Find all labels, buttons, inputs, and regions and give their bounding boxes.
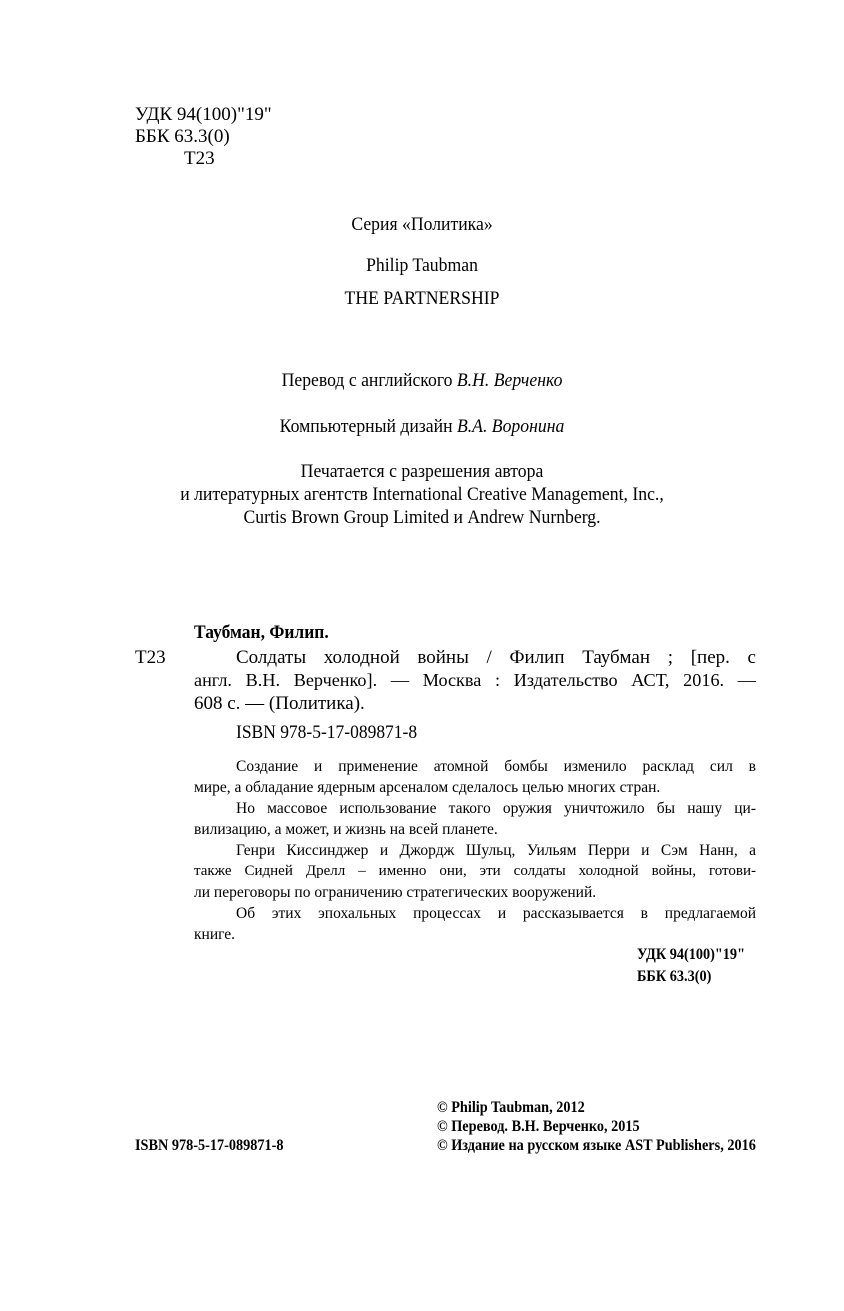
bottom-isbn: ISBN 978-5-17-089871-8 [135, 1137, 284, 1154]
series-line: Серия «Политика» [351, 214, 493, 235]
catalog-author-heading: Таубман, Филип. [194, 622, 329, 643]
permission-line-3: Curtis Brown Group Limited и Andrew Nurnberg. [243, 507, 601, 528]
annotation-line: мире, а обладание ядерным арсеналом сделалось целью многих стран. [194, 779, 661, 796]
bbk-code: ББК 63.3(0) [135, 126, 230, 147]
catalog-mark: Т23 [135, 647, 166, 668]
translator-name: В.Н. Верченко [456, 370, 563, 391]
annotation-line: Но массовое использование такого оружия уничтожило бы нашу ци- [236, 800, 756, 817]
translation-label: Перевод с английского [281, 370, 457, 391]
original-author: Philip Taubman [366, 255, 478, 276]
catalog-desc-line: англ. В.Н. Верченко]. — Москва : Издательство АСТ, 2016. — [194, 670, 756, 690]
design-credit [30, 416, 815, 438]
annotation-line: Об этих эпохальных процессах и рассказывается в предлагаемой [236, 905, 756, 922]
udk-code: УДК 94(100)"19" [135, 104, 272, 125]
catalog-isbn: ISBN 978-5-17-089871-8 [236, 722, 418, 743]
catalog-desc-line: 608 с. — (Политика). [194, 693, 365, 714]
copyright-line: © Перевод. В.Н. Верченко, 2015 [437, 1118, 640, 1135]
annotation-line: также Сидней Дрелл – именно они, эти солдаты холодной войны, готови- [194, 863, 756, 879]
permission-line-1: Печатается с разрешения автора [300, 461, 544, 482]
catalog-desc-line: Солдаты холодной войны / Филип Таубман ; [пер. с [236, 647, 756, 668]
design-label: Компьютерный дизайн [279, 416, 457, 437]
translation-credit [30, 370, 815, 392]
original-title: THE PARTNERSHIP [344, 288, 500, 309]
copyright-line: © Philip Taubman, 2012 [437, 1099, 585, 1116]
annotation-line: ли переговоры по ограничению стратегических вооружений. [194, 884, 597, 901]
copyright-line: © Издание на русском языке AST Publishers, 2016 [437, 1137, 756, 1154]
bottom-bbk-code: ББК 63.3(0) [637, 968, 712, 985]
designer-name: В.А. Воронина [456, 416, 565, 437]
annotation-line: вилизацию, а может, и жизнь на всей планете. [194, 821, 498, 838]
annotation-line: Генри Киссинджер и Джордж Шульц, Уильям Перри и Сэм Нанн, а [236, 842, 756, 859]
permission-line-2: и литературных агентств International Creative Management, Inc., [180, 484, 664, 505]
author-mark: Т23 [184, 148, 215, 169]
bottom-udk-code: УДК 94(100)"19" [637, 946, 745, 963]
annotation-line: книге. [194, 926, 236, 943]
annotation-line: Создание и применение атомной бомбы изменило расклад сил в [236, 758, 756, 775]
